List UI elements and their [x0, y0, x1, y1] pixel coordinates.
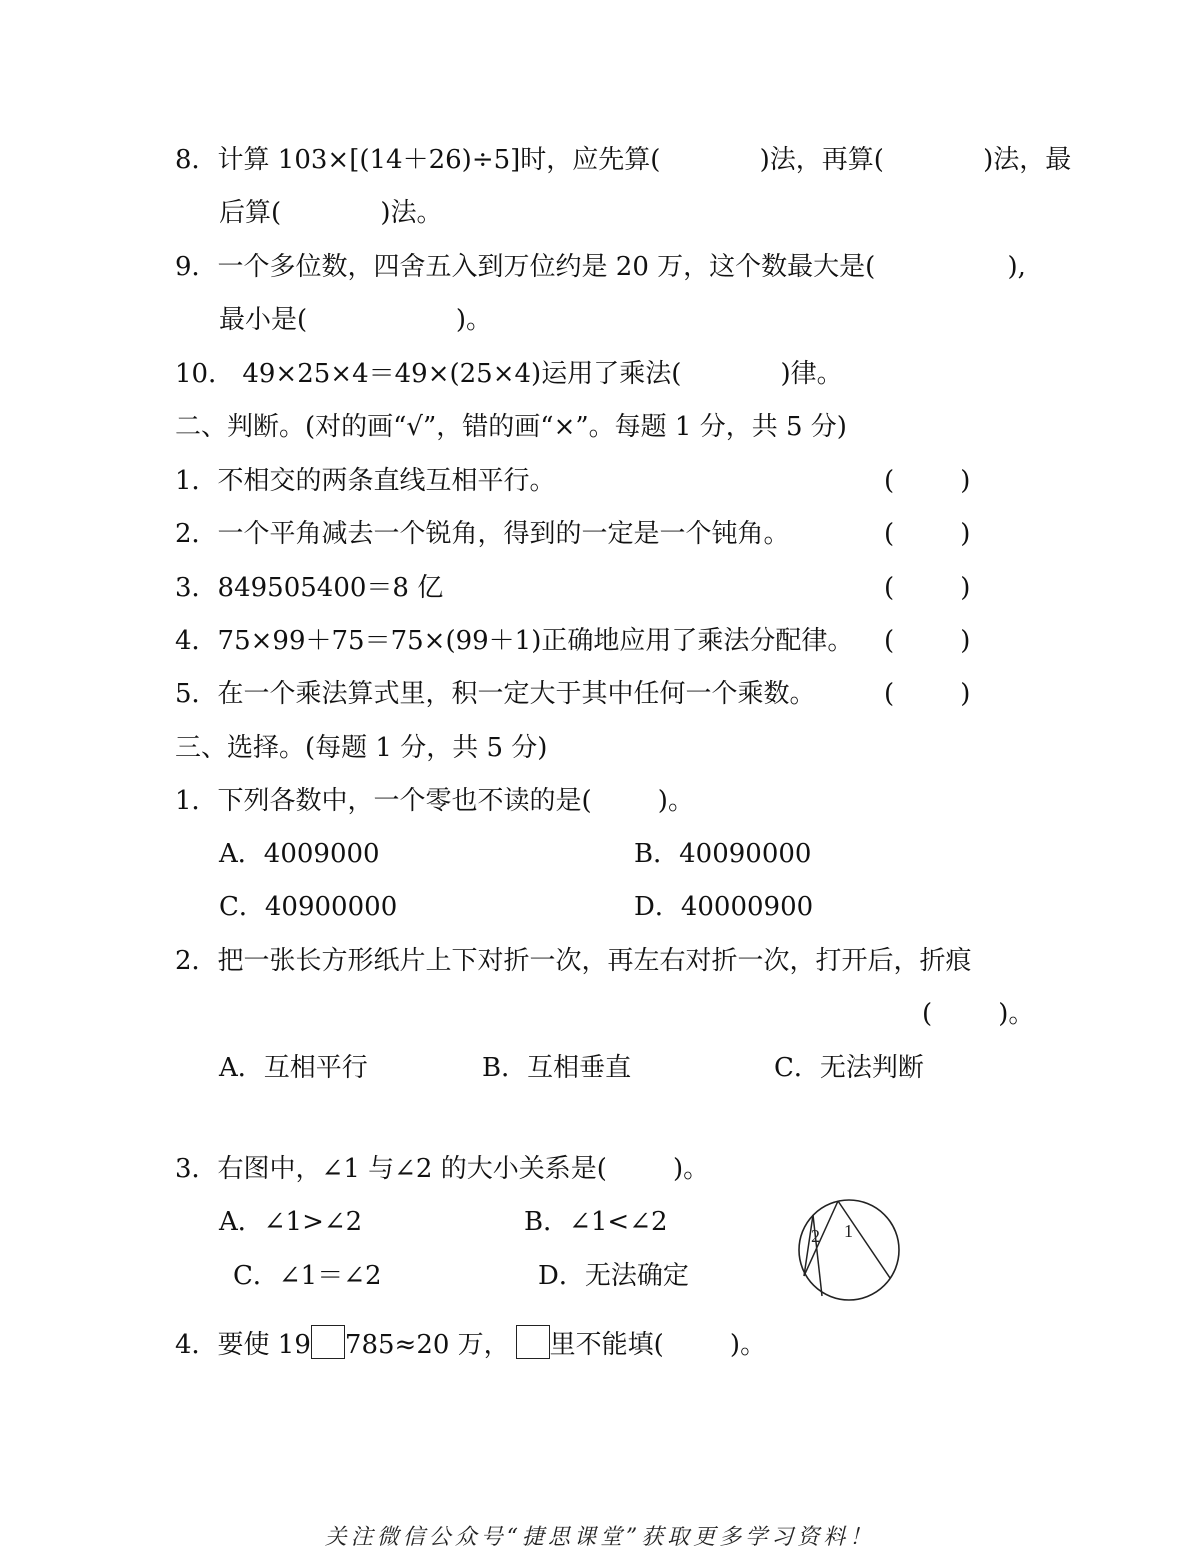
judge-item-5: 5．在一个乘法算式里，积一定大于其中任何一个乘数。	[175, 679, 816, 709]
choice-q4-part1: 4．要使 19	[175, 1330, 311, 1360]
choice-q1-option-d[interactable]: D．40000900	[634, 892, 814, 922]
footer-note: 关注微信公众号“捷思课堂”获取更多学习资料！	[324, 1525, 876, 1550]
choice-q1-option-a[interactable]: A．4009000	[219, 839, 380, 869]
choice-q3-option-a[interactable]: A．∠1>∠2	[219, 1207, 363, 1237]
judge-item-1: 1．不相交的两条直线互相平行。	[175, 466, 556, 496]
q10-line: 10． 49×25×4＝49×(25×4)运用了乘法( )律。	[175, 359, 843, 389]
judge-item-3: 3．849505400＝8 亿	[175, 573, 444, 603]
judge-answer-4[interactable]: ( )	[884, 626, 971, 656]
angle-2-label: 2	[811, 1226, 820, 1246]
q9-line1: 9．一个多位数，四舍五入到万位约是 20 万，这个数最大是( ),	[175, 252, 1026, 282]
circle-angle-figure	[796, 1196, 902, 1304]
judge-item-4: 4．75×99＋75＝75×(99＋1)正确地应用了乘法分配律。	[175, 626, 854, 656]
q8-line2: 后算( )法。	[219, 198, 443, 228]
digit-blank-box[interactable]	[311, 1325, 345, 1359]
q9-line2: 最小是( )。	[219, 305, 493, 335]
choice-q4-part2: 785≈20 万，	[344, 1330, 510, 1360]
judge-item-2: 2．一个平角减去一个锐角，得到的一定是一个钝角。	[175, 519, 790, 549]
choice-q4-stem	[175, 1325, 766, 1362]
figure-circle	[799, 1200, 899, 1300]
section3-title: 三、选择。(每题 1 分，共 5 分)	[175, 733, 548, 763]
choice-q3-option-d[interactable]: D．无法确定	[538, 1261, 689, 1291]
digit-blank-box[interactable]	[516, 1325, 550, 1359]
judge-answer-5[interactable]: ( )	[884, 679, 971, 709]
choice-q2-option-a[interactable]: A．互相平行	[219, 1053, 368, 1083]
choice-q4-part3: 里不能填( )。	[549, 1330, 767, 1360]
choice-q2-option-c[interactable]: C．无法判断	[774, 1053, 924, 1083]
choice-q3-option-c[interactable]: C．∠1＝∠2	[233, 1261, 382, 1291]
choice-q3-stem: 3．右图中，∠1 与∠2 的大小关系是( )。	[175, 1154, 710, 1184]
q8-line1: 8．计算 103×[(14＋26)÷5]时，应先算( )法，再算( )法，最	[175, 145, 1072, 175]
choice-q1-stem: 1．下列各数中，一个零也不读的是( )。	[175, 786, 694, 816]
angle-1-label: 1	[844, 1221, 853, 1241]
judge-answer-2[interactable]: ( )	[884, 519, 971, 549]
choice-q2-option-b[interactable]: B．互相垂直	[482, 1053, 632, 1083]
judge-answer-3[interactable]: ( )	[884, 573, 971, 603]
judge-answer-1[interactable]: ( )	[884, 466, 971, 496]
choice-q3-option-b[interactable]: B．∠1<∠2	[524, 1207, 668, 1237]
choice-q2-answer[interactable]: ( )。	[922, 999, 1035, 1029]
choice-q1-option-c[interactable]: C．40900000	[219, 892, 398, 922]
section2-title: 二、判断。(对的画“√”，错的画“×”。每题 1 分，共 5 分)	[175, 412, 847, 442]
choice-q2-stem: 2．把一张长方形纸片上下对折一次，再左右对折一次，打开后，折痕	[175, 946, 972, 976]
choice-q1-option-b[interactable]: B．40090000	[634, 839, 812, 869]
